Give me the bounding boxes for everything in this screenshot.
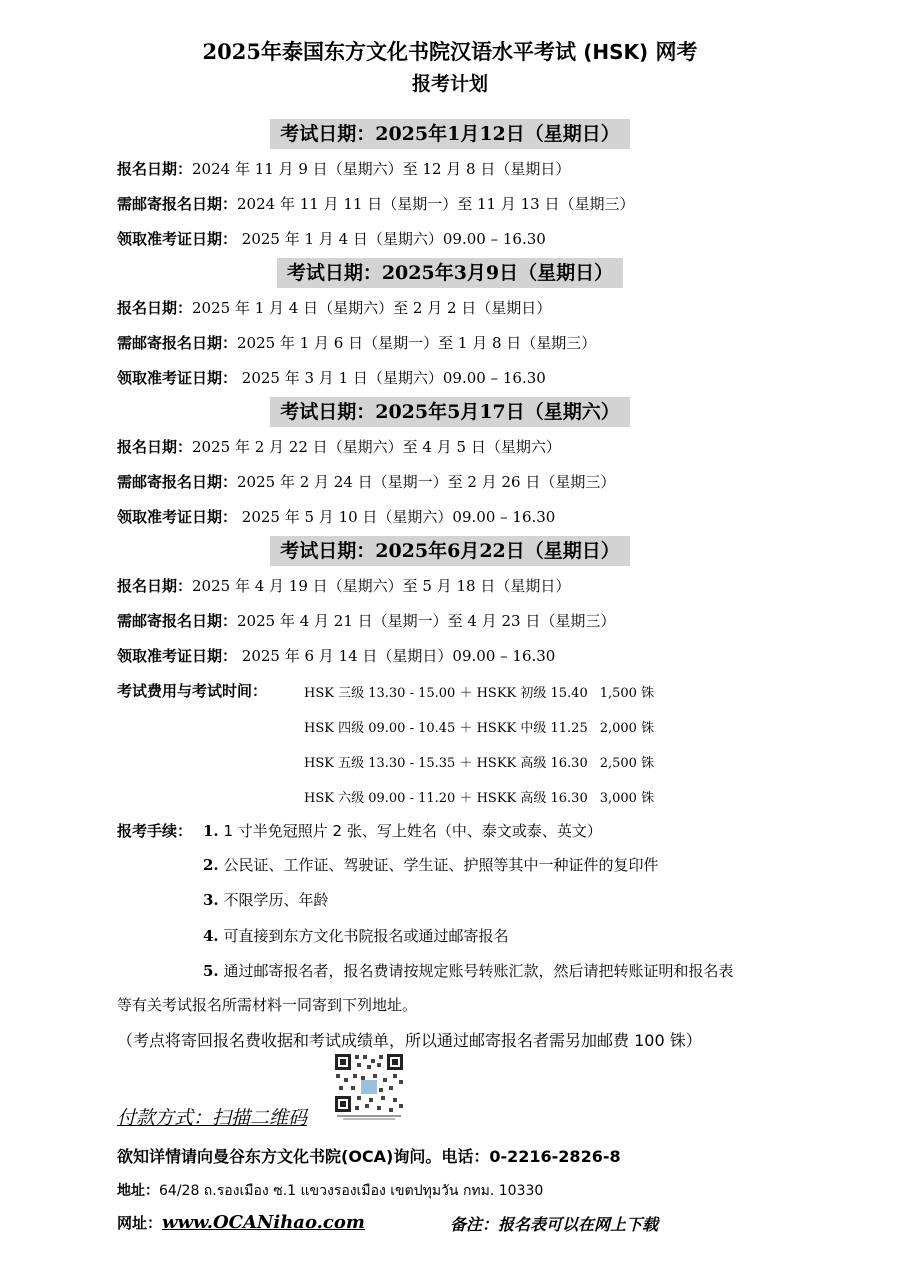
exam-session-1 [0,119,900,257]
payment-qr-code [333,1052,405,1122]
fee-item-hsk4: HSK 四级 09.00 - 10.45 ＋ HSKK 中级 11.25 2,000 铢 [304,721,655,736]
remark-note: 备注：报名表可以在网上下载 [450,1215,659,1234]
admission-ticket-date-line: 领取准考证日期： 2025 年 6 月 14 日（星期日）09.00 – 16.30 [117,647,556,665]
mail-registration-date-line: 需邮寄报名日期：2025 年 2 月 24 日（星期一）至 2 月 26 日（星期三） [117,473,616,491]
website: 网址：www.OCANihao.com [117,1212,365,1233]
exam-date-heading: 考试日期：2025年1月12日（星期日） [270,119,630,149]
procedure-item-5: 5. 通过邮寄报名者，报名费请按规定账号转账汇款，然后请把转账证明和报名表 [203,962,734,980]
address: 地址：64/28 ถ.รองเมือง ซ.1 แขวงรองเมือง เขตปทุมวัน กทม. 10330 [117,1183,544,1199]
website-link[interactable]: www.OCANihao.com [162,1212,365,1233]
title-hsk: (HSK) [583,40,649,64]
admission-ticket-date-line: 领取准考证日期： 2025 年 3 月 1 日（星期六）09.00 – 16.30 [117,369,546,387]
mail-registration-date-line: 需邮寄报名日期：2025 年 1 月 6 日（星期一）至 1 月 8 日（星期三） [117,334,597,352]
registration-date-line: 报名日期：2025 年 2 月 22 日（星期六）至 4 月 5 日（星期六） [117,438,561,456]
mail-registration-date-line: 需邮寄报名日期：2024 年 11 月 11 日（星期一）至 11 月 13 日（星期三） [117,195,635,213]
registration-date-line: 报名日期：2024 年 11 月 9 日（星期六）至 12 月 8 日（星期日） [117,160,571,178]
title-end: 网考 [655,39,698,64]
fee-item-hsk6: HSK 六级 09.00 - 11.20 ＋ HSKK 高级 16.30 3,000 铢 [304,791,655,806]
exam-date-heading: 考试日期：2025年5月17日（星期六） [270,397,630,427]
fee-item-hsk3: HSK 三级 13.30 - 15.00 ＋ HSKK 初级 15.40 1,500 铢 [304,686,655,701]
procedure-item-4: 4. 可直接到东方文化书院报名或通过邮寄报名 [203,927,509,945]
title-main: 2025年泰国东方文化书院汉语水平考试 [202,39,576,64]
exam-session-2 [0,258,900,396]
exam-date-heading: 考试日期：2025年3月9日（星期日） [277,258,623,288]
exam-session-3 [0,397,900,535]
document-subtitle: 报考计划 [411,73,488,95]
document-title [0,36,900,66]
exam-session-4 [0,536,900,674]
exam-date-heading: 考试日期：2025年6月22日（星期日） [270,536,630,566]
admission-ticket-date-line: 领取准考证日期： 2025 年 5 月 10 日（星期六）09.00 – 16.30 [117,508,556,526]
procedure-item-1: 1. 1 寸半免冠照片 2 张、写上姓名（中、泰文或泰、英文） [203,822,602,840]
admission-ticket-date-line: 领取准考证日期： 2025 年 1 月 4 日（星期六）09.00 – 16.30 [117,230,546,248]
procedure-item-3: 3. 不限学历、年龄 [203,891,329,909]
mail-postage-note: （考点将寄回报名费收据和考试成绩单，所以通过邮寄报名者需另加邮费 100 铢） [117,1031,702,1050]
registration-date-line: 报名日期：2025 年 1 月 4 日（星期六）至 2 月 2 日（星期日） [117,299,552,317]
registration-date-line: 报名日期：2025 年 4 月 19 日（星期六）至 5 月 18 日（星期日） [117,577,571,595]
procedures-label: 报考手续： [117,822,193,840]
contact-info: 欲知详情请向曼谷东方文化书院(OCA)询问。电话：0-2216-2826-8 [117,1147,621,1166]
fee-item-hsk5: HSK 五级 13.30 - 15.35 ＋ HSKK 高级 16.30 2,500 铢 [304,756,655,771]
fees-label: 考试费用与考试时间： [117,682,268,700]
payment-method: 付款方式：扫描二维码 [117,1107,308,1129]
procedure-item-2: 2. 公民证、工作证、驾驶证、学生证、护照等其中一种证件的复印件 [203,856,659,874]
procedure-continuation: 等有关考试报名所需材料一同寄到下列地址。 [117,996,418,1014]
mail-registration-date-line: 需邮寄报名日期：2025 年 4 月 21 日（星期一）至 4 月 23 日（星期三） [117,612,616,630]
